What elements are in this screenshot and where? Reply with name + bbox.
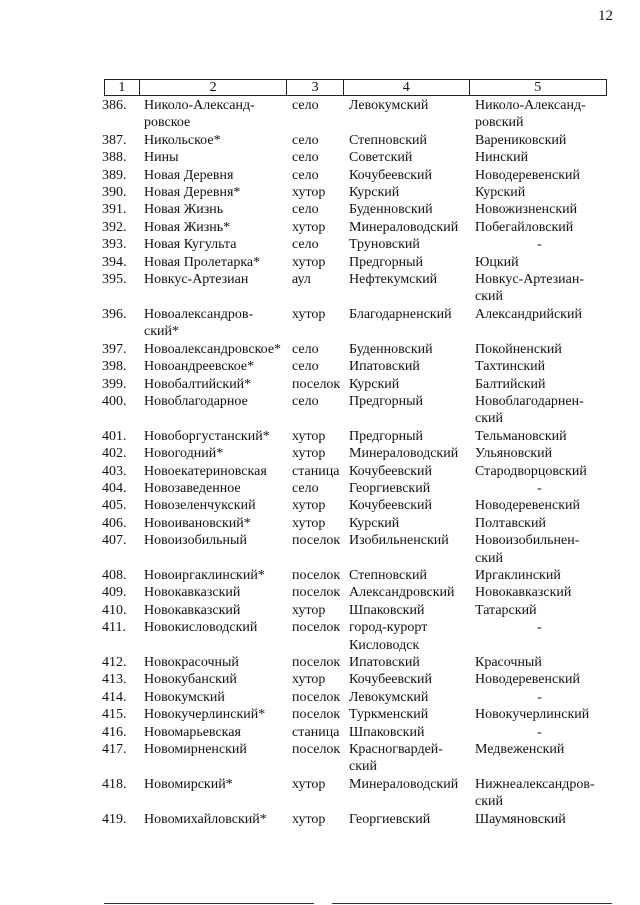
settlement-type: поселок [292,376,341,392]
district-name: Курский [349,515,400,531]
row-number: 396. [102,306,127,322]
settlement-name: Новоекатериновская [144,463,267,479]
settlement-type: село [292,393,319,409]
row-number: 392. [102,219,127,235]
table-row [102,219,612,236]
table-row [102,236,612,253]
council-name: Красочный [475,655,542,670]
district-name: Георгиевский [349,811,431,827]
row-number: 403. [102,463,127,479]
settlement-type: станица [292,724,340,740]
footer-rule-right [332,903,612,904]
table-row [102,428,612,445]
table-row [102,445,612,462]
council-name: Нинский [475,150,529,166]
council-name: Александрийский [475,306,582,322]
settlement-type: село [292,132,319,148]
row-number: 399. [102,376,127,392]
table-row [102,97,612,132]
district-name: Предгорный [349,393,424,409]
council-name: Шаумяновский [475,811,566,827]
council-name: Новоизобильнен- ский [475,533,580,566]
settlement-type: село [292,98,319,113]
settlement-name: Новоиргаклинский* [144,567,265,583]
header-col-1: 1 [105,80,140,95]
table-row [102,497,612,514]
row-number: 411. [102,620,126,636]
settlement-name: Новая Жизнь [144,202,224,218]
settlement-type: хутор [292,811,326,827]
district-name: Минераловодский [349,776,459,792]
table-row [102,167,612,184]
district-name: Кочубеевский [349,167,433,183]
council-name: Ульяновский [475,446,553,462]
council-name: Новожизненский [475,202,578,218]
settlement-type: станица [292,463,340,479]
council-name: Полтавский [475,515,546,531]
table-row [102,567,612,584]
settlement-name: Новомарьевская [144,724,241,740]
row-number: 400. [102,393,127,409]
settlement-name: Новоизобильный [144,533,247,549]
settlement-type: поселок [292,585,341,601]
settlement-name: Новоалександров- ский* [144,306,254,340]
table-row [102,306,612,341]
district-name: Ипатовский [349,359,420,375]
row-number: 388. [102,150,127,166]
table-body [102,97,612,828]
row-number: 386. [102,98,127,113]
row-number: 415. [102,707,127,723]
settlement-name: Новая Пролетарка* [144,254,261,270]
district-name: Степновский [349,132,427,148]
settlement-name: Новозеленчукский [144,498,256,514]
district-name: Кочубеевский [349,498,433,514]
table-row [102,358,612,375]
settlement-type: хутор [292,428,326,444]
table-row [102,201,612,218]
council-name: Новокавказский [475,585,572,601]
settlement-name: Новая Деревня* [144,185,241,201]
settlement-type: хутор [292,498,326,514]
council-name: Новодеревенский [475,498,581,514]
row-number: 416. [102,724,127,740]
council-name: Татарский [475,602,537,618]
settlement-name: Новомирненский [144,742,247,758]
header-col-4: 4 [344,80,470,95]
district-name: Георгиевский [349,480,431,496]
table-row [102,376,612,393]
settlement-type: хутор [292,185,326,201]
settlement-name: Новая Жизнь* [144,219,231,235]
settlement-name: Новокисловодский [144,620,258,636]
table-row [102,724,612,741]
table-row [102,619,612,654]
settlement-name: Нины [144,150,179,166]
table-row [102,776,612,811]
row-number: 407. [102,533,127,549]
settlement-type: хутор [292,219,326,235]
table-row [102,689,612,706]
council-name: Новодеревенский [475,672,581,688]
council-name: Тахтинский [475,359,546,375]
council-name: Новокучерлинский [475,707,590,723]
council-name: Новодеревенский [475,167,581,183]
district-name: Курский [349,376,400,392]
settlement-name: Новкус-Артезиан [144,272,249,288]
council-name: Балтийский [475,376,546,392]
settlement-name: Новокумский [144,689,225,705]
district-name: Минераловодский [349,446,459,462]
settlement-type: хутор [292,306,326,322]
settlement-name: Новокубанский [144,672,237,688]
table-row [102,463,612,480]
council-name: Иргаклинский [475,567,561,583]
council-name: - [537,237,542,253]
settlement-type: село [292,150,319,166]
row-number: 408. [102,567,127,583]
table-row [102,480,612,497]
council-name: Юцкий [475,254,519,270]
row-number: 417. [102,742,127,758]
page-number: 12 [598,8,613,24]
settlement-name: Новомирский* [144,776,233,792]
table-row [102,706,612,723]
council-name: Покойненский [475,341,562,357]
row-number: 414. [102,689,127,705]
district-name: Александровский [349,585,455,601]
settlement-type: поселок [292,707,341,723]
council-name: - [537,689,542,705]
settlement-type: поселок [292,742,341,758]
table-row [102,341,612,358]
council-name: Стародворцовский [475,463,587,479]
district-name: Благодарненский [349,306,452,322]
district-name: Нефтекумский [349,272,438,288]
settlement-name: Николо-Александ- ровское [144,98,255,131]
district-name: Красногвардей- ский [349,742,443,775]
council-name: - [537,724,542,740]
settlement-type: хутор [292,254,326,270]
settlement-name: Новокавказский [144,585,241,601]
district-name: Труновский [349,237,420,253]
settlement-type: село [292,480,319,496]
header-col-3: 3 [287,80,344,95]
table-row [102,741,612,776]
council-name: Николо-Александ- ровский [475,98,586,131]
settlement-type: поселок [292,689,341,705]
settlement-name: Новоивановский* [144,515,251,531]
row-number: 394. [102,254,127,270]
settlement-name: Новозаведенное [144,480,241,496]
table-row [102,515,612,532]
council-name: Тельмановский [475,428,567,444]
district-name: Туркменский [349,707,429,723]
settlement-type: хутор [292,446,326,462]
settlement-type: поселок [292,655,341,670]
district-name: Левокумский [349,98,429,113]
footer-rule-left [104,903,314,904]
district-name: Кочубеевский [349,672,433,688]
row-number: 404. [102,480,127,496]
settlement-type: хутор [292,672,326,688]
council-name: Побегайловский [475,219,574,235]
settlement-name: Новокучерлинский* [144,707,266,723]
council-name: - [537,480,542,496]
council-name: Нижнеалександров- ский [475,776,595,810]
row-number: 409. [102,585,127,601]
row-number: 389. [102,167,127,183]
row-number: 395. [102,272,127,288]
district-name: Минераловодский [349,219,459,235]
table-row [102,254,612,271]
row-number: 413. [102,672,127,688]
row-number: 398. [102,359,127,375]
table-row [102,149,612,166]
settlement-name: Новоалександровское* [144,341,282,357]
settlement-type: хутор [292,515,326,531]
table-row [102,184,612,201]
table-header [104,79,607,96]
table-row [102,132,612,149]
row-number: 391. [102,202,127,218]
settlement-type: аул [292,272,311,288]
settlement-name: Новоблагодарное [144,393,248,409]
district-name: Изобильненский [349,533,449,549]
settlement-type: хутор [292,776,326,792]
settlement-type: село [292,202,319,218]
table-row [102,584,612,601]
row-number: 406. [102,515,127,531]
table-row [102,602,612,619]
table-row [102,532,612,567]
settlement-type: поселок [292,533,341,549]
row-number: 387. [102,132,127,148]
settlement-name: Новокрасочный [144,655,239,670]
district-name: Левокумский [349,689,429,705]
council-name: - [537,620,542,636]
settlement-name: Новобалтийский* [144,376,252,392]
row-number: 397. [102,341,127,357]
district-name: Советский [349,150,413,166]
district-name: Курский [349,185,400,201]
header-col-5: 5 [534,80,542,95]
district-name: Буденновский [349,202,433,218]
row-number: 412. [102,655,127,670]
settlement-name: Новогодний* [144,446,224,462]
council-name: Новкус-Артезиан- ский [475,272,585,305]
row-number: 402. [102,446,127,462]
row-number: 405. [102,498,127,514]
district-name: Предгорный [349,428,424,444]
settlement-name: Новоборгустанский* [144,428,270,444]
row-number: 393. [102,237,127,253]
district-name: Предгорный [349,254,424,270]
settlement-type: село [292,341,319,357]
settlement-type: поселок [292,620,341,636]
district-name: Шпаковский [349,724,425,740]
settlement-name: Новая Кугульта [144,237,237,253]
district-name: Шпаковский [349,602,425,618]
row-number: 419. [102,811,127,827]
table-row [102,654,612,671]
row-number: 410. [102,602,127,618]
row-number: 390. [102,185,127,201]
district-name: Степновский [349,567,427,583]
table-row [102,271,612,306]
council-name: Варениковский [475,132,567,148]
settlement-type: село [292,359,319,375]
district-name: город-курорт Кисловодск [349,620,428,653]
settlement-name: Никольское* [144,132,221,148]
settlement-name: Новая Деревня [144,167,234,183]
table-row [102,393,612,428]
council-name: Новоблагодарнен- ский [475,393,584,427]
row-number: 401. [102,428,127,444]
table-row [102,671,612,688]
table-row [102,811,612,828]
settlement-name: Новокавказский [144,602,241,618]
settlement-type: село [292,167,319,183]
district-name: Ипатовский [349,655,420,670]
settlement-type: село [292,237,319,253]
settlement-name: Новомихайловский* [144,811,267,827]
council-name: Медвеженский [475,742,565,758]
settlement-type: поселок [292,567,341,583]
header-col-2: 2 [140,80,287,95]
council-name: Курский [475,185,526,201]
settlement-type: хутор [292,602,326,618]
district-name: Кочубеевский [349,463,433,479]
district-name: Буденновский [349,341,433,357]
settlement-name: Новоандреевское* [144,359,255,375]
row-number: 418. [102,776,127,792]
